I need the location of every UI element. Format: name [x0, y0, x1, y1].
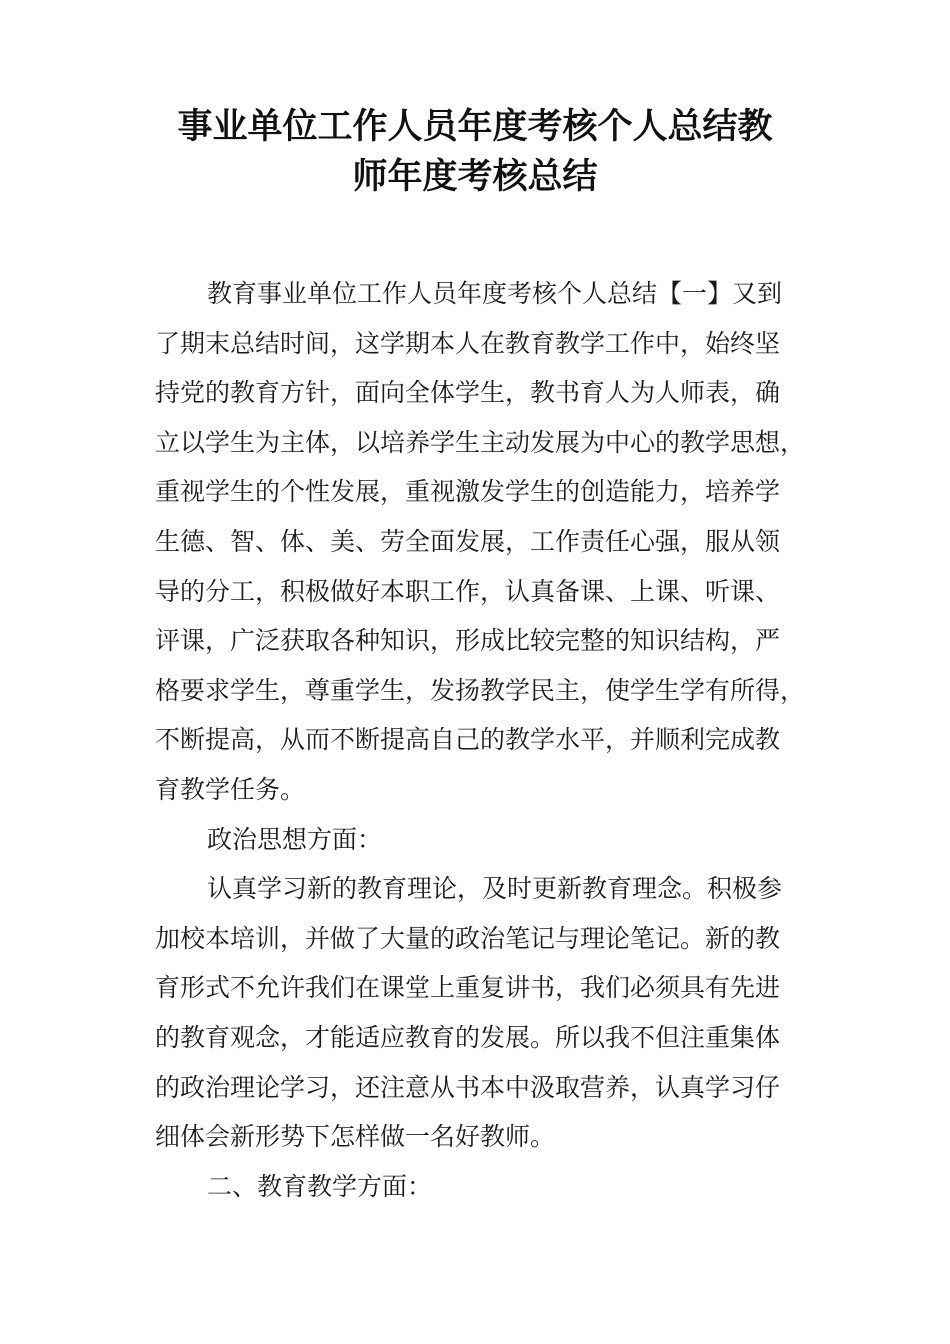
body-line: 不断提高，从而不断提高自己的教学水平，并顺利完成教: [155, 725, 781, 755]
body-line: 立以学生为主体，以培养学生主动发展为中心的教学思想，: [155, 427, 806, 457]
body-line: 持党的教育方针，面向全体学生，教书育人为人师表，确: [155, 378, 781, 408]
body-line: 育教学任务。: [155, 775, 306, 804]
body-line: 的政治理论学习，还注意从书本中汲取营养，认真学习仔: [155, 1072, 781, 1102]
document-title-line-1: 事业单位工作人员年度考核个人总结教: [177, 107, 773, 147]
body-line: 导的分工，积极做好本职工作，认真备课、上课、听课、: [155, 576, 781, 606]
body-line: 评课，广泛获取各种知识，形成比较完整的知识结构，严: [155, 626, 781, 656]
body-line: 认真学习新的教育理论，及时更新教育理念。积极参: [207, 874, 783, 904]
body-line: 加校本培训，并做了大量的政治笔记与理论笔记。新的教: [155, 923, 781, 953]
body-line: 教育事业单位工作人员年度考核个人总结【一】又到: [207, 279, 783, 308]
body-line: 的教育观念，才能适应教育的发展。所以我不但注重集体: [155, 1023, 781, 1052]
body-line: 生德、智、体、美、劳全面发展，工作责任心强，服从领: [155, 527, 781, 556]
body-line: 格要求学生，尊重学生，发扬教学民主，使学生学有所得，: [155, 675, 806, 705]
document-title-line-2: 师年度考核总结: [352, 157, 598, 197]
body-line: 政治思想方面：: [207, 824, 383, 854]
body-line: 了期末总结时间，这学期本人在教育教学工作中，始终坚: [155, 328, 781, 358]
body-line: 细体会新形势下怎样做一名好教师。: [155, 1122, 556, 1152]
body-line: 二、教育教学方面：: [207, 1171, 433, 1201]
body-line: 育形式不允许我们在课堂上重复讲书，我们必须具有先进: [155, 973, 781, 1003]
body-line: 重视学生的个性发展，重视激发学生的创造能力，培养学: [155, 477, 781, 507]
